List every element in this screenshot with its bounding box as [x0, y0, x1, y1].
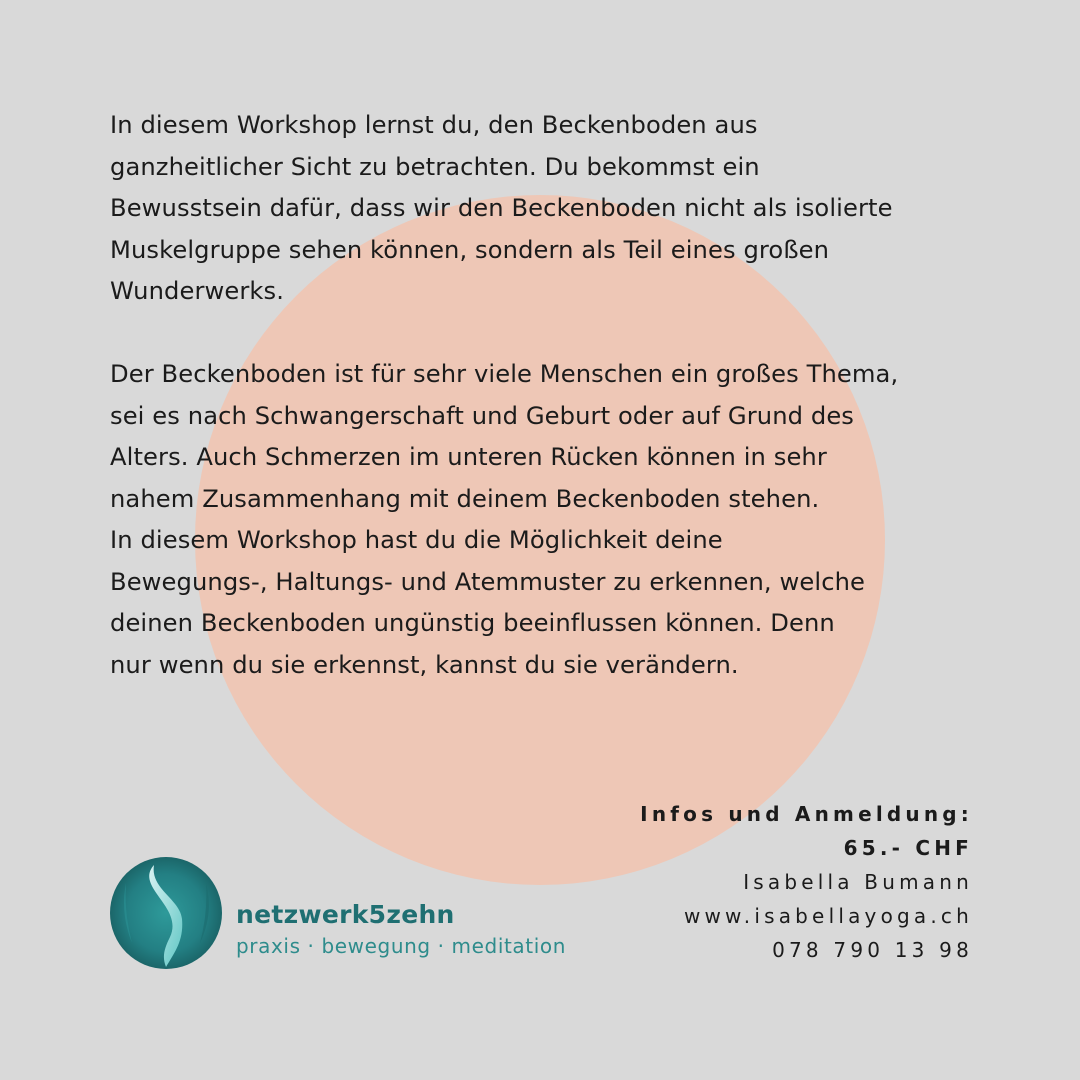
text-line: nahem Zusammenhang mit deinem Beckenboden stehen. [110, 484, 820, 513]
text-line: ganzheitlicher Sicht zu betrachten. Du bekommst ein [110, 152, 760, 181]
price-label: 65.- CHF [843, 836, 973, 860]
text-line: Wunderwerks. [110, 277, 284, 305]
text-line: In diesem Workshop hast du die Möglichkeit deine [110, 526, 723, 554]
text-line: In diesem Workshop lernst du, den Beckenboden aus [110, 111, 758, 139]
contact-heading: Infos und Anmeldung: [640, 802, 973, 826]
brand-name: netzwerk5zehn [236, 900, 455, 929]
website-link[interactable]: www.isabellayoga.ch [683, 904, 973, 928]
intro-paragraph [110, 105, 990, 313]
text-line: Der Beckenboden ist für sehr viele Menschen ein großes Thema, [110, 360, 899, 388]
workshop-description [110, 105, 990, 686]
phone-number[interactable]: 078 790 13 98 [772, 938, 973, 962]
brand-tagline: praxis · bewegung · meditation [236, 934, 566, 958]
text-line: Bewusstsein dafür, dass wir den Beckenboden nicht als isolierte [110, 194, 893, 222]
text-line: deinen Beckenboden ungünstig beeinflussen können. Denn [110, 609, 835, 637]
detail-paragraph [110, 354, 990, 686]
text-line: Alters. Auch Schmerzen im unteren Rücken können in sehr [110, 443, 827, 471]
contact-name: Isabella Bumann [743, 870, 973, 894]
netzwerk-logo-icon [110, 857, 222, 969]
text-line: sei es nach Schwangerschaft und Geburt oder auf Grund des [110, 401, 855, 430]
contact-info [640, 797, 973, 967]
text-line: Muskelgruppe sehen können, sondern als Teil eines großen [110, 235, 830, 264]
text-line: Bewegungs-, Haltungs- und Atemmuster zu erkennen, welche [110, 567, 865, 596]
text-line: nur wenn du sie erkennst, kannst du sie verändern. [110, 650, 739, 679]
